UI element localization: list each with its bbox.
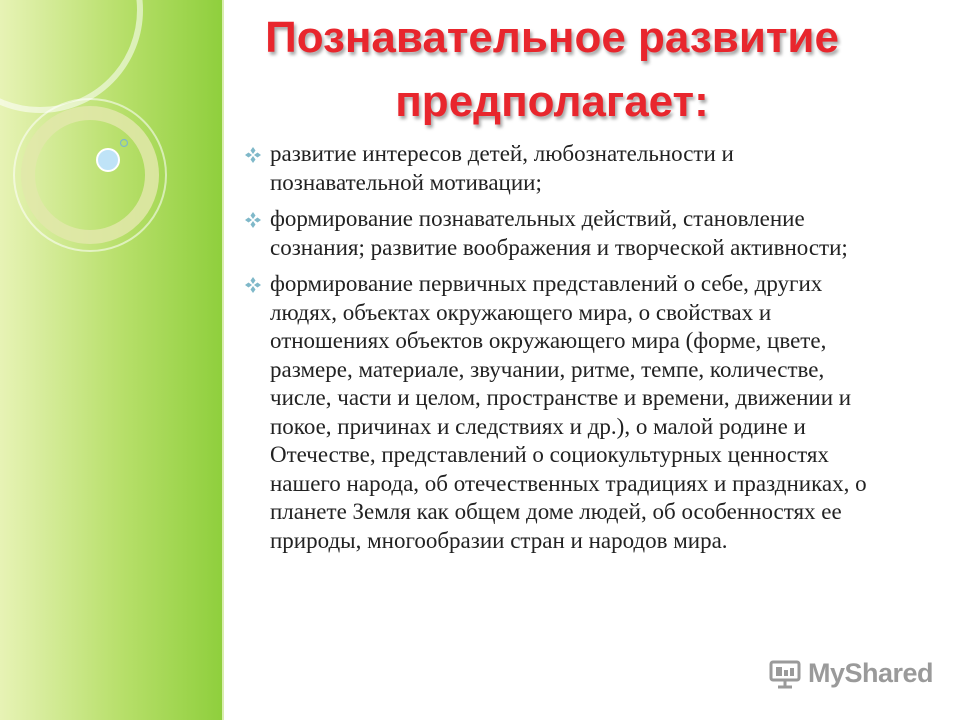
presentation-board-icon — [768, 656, 802, 690]
slide-title: Познавательное развитие предполагает: — [265, 13, 839, 126]
list-item-text: развитие интересов детей, любознательности и познавательной мотивации; — [270, 141, 734, 195]
list-item — [242, 270, 882, 555]
list-item-text: формирование первичных представлений о себе, других людях, объектах окружающего мира, о свойствах и отношениях объектов окружающего мира (форме, цвете, размере, материале, звучании, ритме, темпе, количестве, числе, части и целом, пространстве и времени, движении и покое, причинах и следствиях и др.), о малой родине и Отечестве, представлений о социокультурных ценностях нашего народа, об отечественных традициях и праздниках, о планете Земля как общем доме людей, об особенностях ее природы, многообразии стран и народов мира. — [270, 271, 867, 553]
bullet-list — [242, 140, 882, 563]
list-item — [242, 140, 882, 197]
watermark-label: MyShared — [808, 657, 934, 688]
myshared-watermark[interactable] — [768, 656, 933, 690]
diamond-bullet-icon — [244, 276, 262, 294]
diamond-bullet-icon — [244, 211, 262, 229]
decorative-side-band — [0, 0, 222, 720]
list-item-text: формирование познавательных действий, становление сознания; развитие воображения и творческой активности; — [270, 206, 848, 260]
diamond-bullet-icon — [244, 146, 262, 164]
list-item — [242, 205, 882, 262]
